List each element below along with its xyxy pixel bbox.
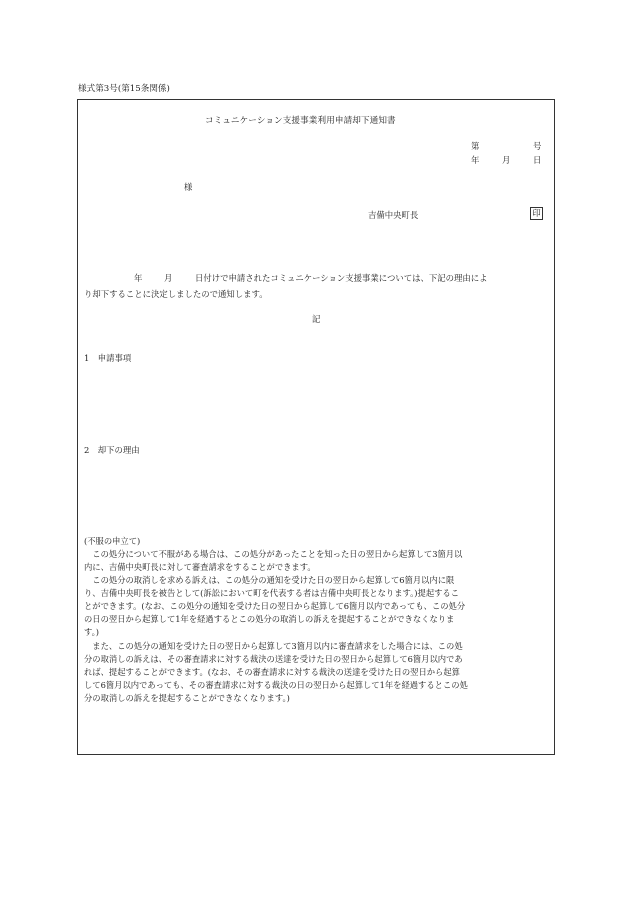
section-application-item: 1 申請事項	[84, 353, 132, 363]
appeal-line: す。)	[84, 627, 100, 637]
intro-text-line-1: 日付けで申請されたコミュニケーション支援事業については、下記の理由によ	[195, 273, 488, 283]
addressee-honorific: 様	[184, 182, 193, 192]
document-number-suffix: 号	[533, 141, 542, 151]
ki-heading: 記	[312, 314, 321, 324]
appeal-line: この処分の取消しを求める訴えは、この処分の通知を受けた日の翌日から起算して6箇月以内に限	[84, 575, 455, 585]
appeal-line: 分の取消しの訴えを提起することができなくなります。)	[84, 693, 290, 703]
sender-name: 吉備中央町長	[368, 210, 419, 220]
appeal-line: また、この処分の通知を受けた日の翌日から起算して3箇月以内に審査請求をした場合には、この処	[84, 641, 463, 651]
appeal-line: とができます。(なお、この処分の通知を受けた日の翌日から起算して6箇月以内であっても、この処分	[84, 601, 466, 611]
appeal-line: 分の取消しの訴えは、その審査請求に対する裁決の送達を受けた日の翌日から起算して6箇月以内であ	[84, 654, 463, 664]
appeal-heading: (不服の申立て)	[84, 536, 141, 546]
issue-date-year: 年	[471, 155, 480, 165]
appeal-line: 内に、吉備中央町長に対して審査請求をすることができます。	[84, 562, 316, 572]
issue-date-day: 日	[533, 155, 542, 165]
document-title: コミュニケーション支援事業利用申請却下通知書	[205, 116, 396, 126]
section-rejection-reason: 2 却下の理由	[84, 445, 140, 455]
appeal-line: の日の翌日から起算して1年を経過するとこの処分の取消しの訴えを提起することができなくなりま	[84, 614, 455, 624]
intro-text-line-2: り却下することに決定しましたので通知します。	[84, 289, 268, 299]
application-date-month: 月	[164, 273, 173, 283]
seal-stamp: 印	[530, 207, 543, 220]
appeal-line: この処分について不服がある場合は、この処分があったことを知った日の翌日から起算して3箇月以	[84, 549, 463, 559]
application-date-year: 年	[134, 273, 143, 283]
appeal-line: り、吉備中央町長を被告として(訴訟において町を代表する者は吉備中央町長となります。)提起するこ	[84, 588, 460, 598]
appeal-line: れば、提起することができます。(なお、その審査請求に対する裁決の送達を受けた日の翌日から起算	[84, 667, 460, 677]
issue-date-month: 月	[502, 155, 511, 165]
document-number-prefix: 第	[471, 141, 480, 151]
appeal-line: して6箇月以内であっても、その審査請求に対する裁決の日の翌日から起算して1年を経過するとこの処	[84, 680, 468, 690]
form-number-label: 様式第3号(第15条関係)	[78, 84, 170, 94]
